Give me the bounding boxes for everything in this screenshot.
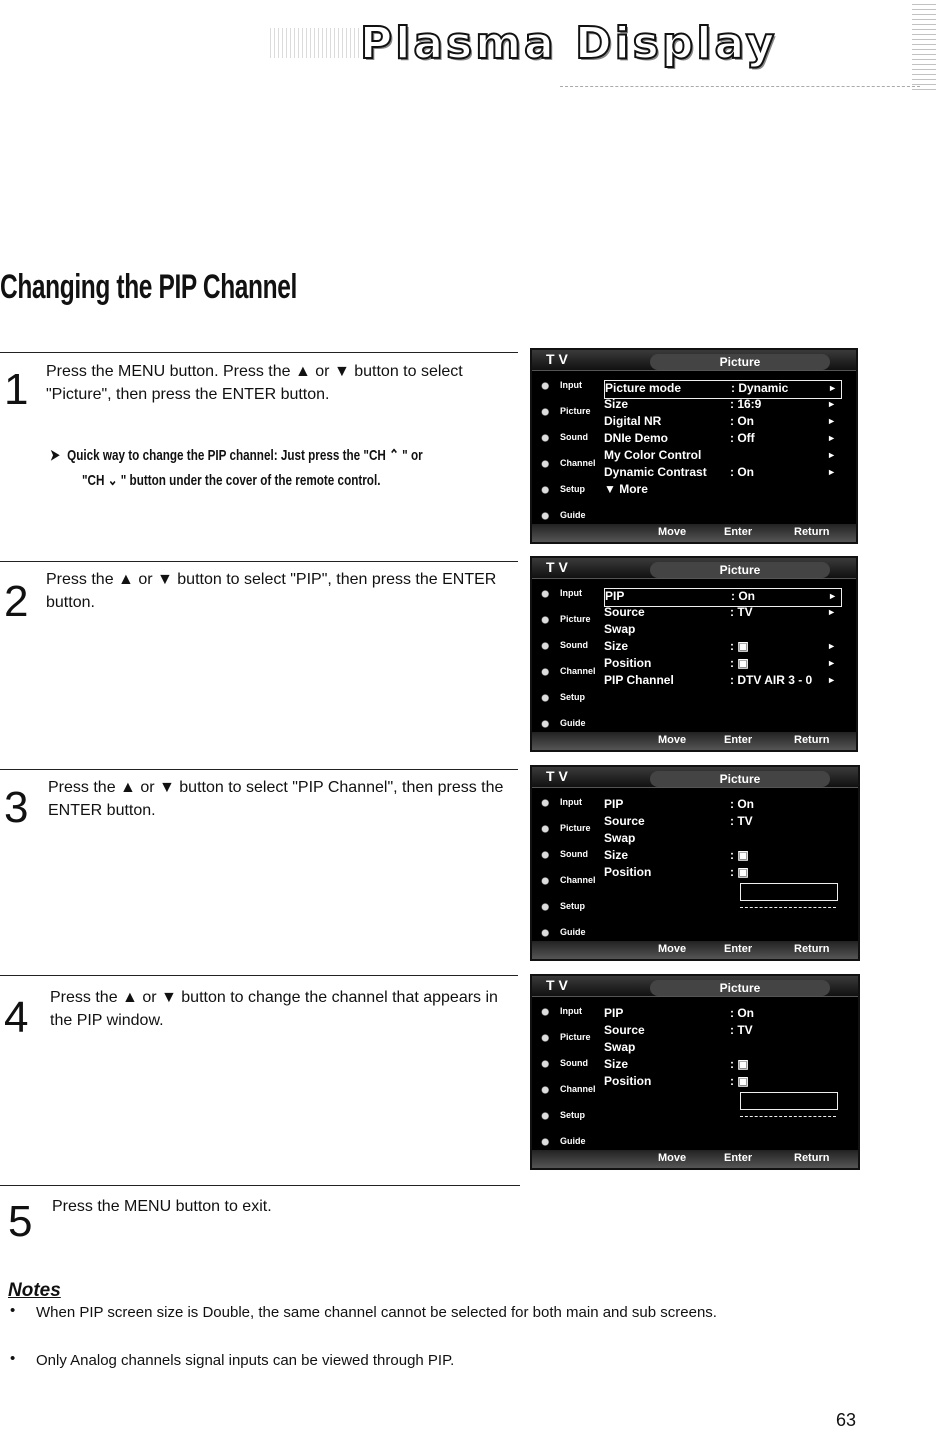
tv-menu-screen-pip-channel: [530, 765, 860, 961]
osd-row-arrow-icon: ►: [828, 383, 837, 393]
menu-category-icon: [538, 510, 556, 522]
osd-row-label: Size: [604, 1057, 629, 1071]
osd-sidebar: [532, 789, 600, 945]
osd-row-label: Size: [604, 639, 629, 653]
osd-sidebar-item: [532, 684, 600, 710]
osd-sidebar-item: [532, 1024, 600, 1050]
osd-sidebar-item: [532, 424, 600, 450]
menu-category-icon: [538, 614, 556, 626]
osd-sidebar-label: Channel: [560, 875, 596, 885]
osd-sidebar-label: Picture: [560, 1032, 591, 1042]
osd-row-value: : On: [730, 1006, 754, 1020]
step-text: Press the ▲ or ▼ button to select "PIP Channel", then press the ENTER button.: [48, 779, 504, 819]
step-text: Press the ▲ or ▼ button to select "PIP", then press the ENTER button.: [46, 571, 497, 611]
osd-row-arrow-icon: ►: [827, 658, 836, 668]
step-text: Press the MENU button. Press the ▲ or ▼ button to select "Picture", then press the ENTER button.: [46, 363, 463, 403]
osd-sidebar-label: Guide: [560, 510, 586, 520]
menu-category-icon: [538, 1058, 556, 1070]
osd-row-label: Dynamic Contrast: [604, 465, 707, 479]
osd-row-label: Swap: [604, 622, 636, 636]
osd-sidebar-label: Input: [560, 797, 582, 807]
menu-category-icon: [538, 875, 556, 887]
step-divider: [0, 561, 518, 562]
note-item: Only Analog channels signal inputs can be viewed through PIP.: [36, 1352, 455, 1369]
channel-scroll-indicator: [740, 901, 836, 908]
menu-category-icon: [538, 1006, 556, 1018]
osd-row-value: : On: [731, 589, 755, 603]
osd-sidebar-label: Input: [560, 1006, 582, 1016]
osd-row-label: Position: [604, 656, 652, 670]
osd-sidebar-label: Setup: [560, 1110, 586, 1120]
menu-category-icon: [538, 458, 556, 470]
osd-row-label: PIP Channel: [604, 673, 674, 687]
osd-sidebar-item: [532, 398, 600, 424]
menu-category-icon: [538, 692, 556, 704]
osd-row-arrow-icon: ►: [827, 675, 836, 685]
osd-sidebar-label: Channel: [560, 1084, 596, 1094]
osd-menu-row: [604, 1023, 840, 1040]
return-hint: Return: [794, 734, 830, 746]
menu-category-icon: [538, 666, 556, 678]
osd-row-label: Position: [604, 865, 652, 879]
osd-menu-row: [604, 831, 840, 848]
osd-footer: [532, 941, 858, 959]
osd-row-arrow-icon: ►: [828, 591, 837, 601]
osd-title-bar: [532, 767, 858, 788]
osd-title-bar: [532, 976, 858, 997]
osd-menu-row: [604, 865, 840, 882]
arrow-right-icon: ➤: [50, 447, 60, 464]
osd-menu-row: [604, 431, 840, 448]
osd-row-label: DNIe Demo: [604, 431, 669, 445]
osd-row-label: Source: [604, 605, 645, 619]
osd-menu-row: [604, 482, 840, 499]
osd-menu-row: [604, 1074, 840, 1091]
osd-row-label: Picture mode: [605, 381, 682, 395]
osd-sidebar-label: Input: [560, 380, 582, 390]
header-divider: [560, 86, 920, 88]
osd-tab-picture: Picture: [650, 354, 830, 370]
enter-hint: Enter: [724, 943, 753, 955]
osd-menu-row: [604, 414, 840, 431]
step-number: 1: [4, 365, 29, 414]
osd-sidebar-label: Setup: [560, 901, 586, 911]
enter-hint: Enter: [724, 1152, 753, 1164]
menu-category-icon: [538, 849, 556, 861]
header-decoration: [270, 28, 360, 58]
menu-category-icon: [538, 718, 556, 730]
menu-category-icon: [538, 823, 556, 835]
osd-menu-row: [604, 656, 840, 673]
note-item: When PIP screen size is Double, the same channel cannot be selected for both main and sub screens.: [36, 1304, 717, 1321]
osd-tv-label: T V: [546, 768, 568, 784]
osd-menu-row: [604, 848, 840, 865]
osd-sidebar-label: Guide: [560, 1136, 586, 1146]
osd-sidebar-item: [532, 1050, 600, 1076]
return-hint: Return: [794, 526, 830, 538]
osd-sidebar-item: [532, 450, 600, 476]
osd-row-arrow-icon: ►: [827, 433, 836, 443]
osd-sidebar: [532, 998, 600, 1154]
osd-row-value: : On: [730, 465, 754, 479]
osd-row-arrow-icon: ►: [827, 399, 836, 409]
osd-sidebar-item: [532, 893, 600, 919]
osd-row-value: : Dynamic: [731, 381, 789, 395]
osd-sidebar-label: Sound: [560, 1058, 588, 1068]
osd-menu-row: [604, 673, 840, 690]
osd-menu-row: [604, 1006, 840, 1023]
osd-sidebar-item: [532, 867, 600, 893]
osd-menu-row: [604, 448, 840, 465]
menu-category-icon: [538, 1110, 556, 1122]
osd-row-arrow-icon: ►: [827, 450, 836, 460]
osd-menu-row: [604, 397, 840, 414]
tv-menu-screen-picture: [530, 348, 858, 544]
osd-row-value: : ▣: [730, 1057, 749, 1071]
osd-row-label: Size: [604, 397, 629, 411]
menu-category-icon: [538, 588, 556, 600]
osd-row-label: Digital NR: [604, 414, 662, 428]
osd-footer: [532, 1150, 858, 1168]
move-hint: Move: [658, 1152, 687, 1164]
section-title: Changing the PIP Channel: [0, 268, 297, 306]
osd-row-label: Source: [604, 814, 645, 828]
channel-selection-box: [740, 883, 838, 901]
step-divider: [0, 975, 518, 976]
osd-row-arrow-icon: ►: [827, 641, 836, 651]
osd-row-value: : TV: [730, 605, 753, 619]
menu-category-icon: [538, 380, 556, 392]
move-hint: Move: [658, 943, 687, 955]
osd-footer: [532, 732, 856, 750]
osd-row-label: Size: [604, 848, 629, 862]
osd-row-label: PIP: [604, 1006, 624, 1020]
osd-menu-row: [604, 622, 840, 639]
osd-sidebar-label: Guide: [560, 927, 586, 937]
osd-sidebar-label: Sound: [560, 640, 588, 650]
osd-sidebar-label: Sound: [560, 849, 588, 859]
osd-row-label: Swap: [604, 831, 636, 845]
menu-category-icon: [538, 1084, 556, 1096]
page-header-title: Plasma Display: [360, 18, 778, 69]
osd-row-value: : Off: [730, 431, 755, 445]
osd-row-label: PIP: [605, 589, 625, 603]
osd-row-label: PIP: [604, 797, 624, 811]
osd-row-value: : TV: [730, 814, 753, 828]
tv-menu-screen-pip-channel-change: [530, 974, 860, 1170]
osd-row-value: : ▣: [730, 1074, 749, 1088]
osd-sidebar-label: Picture: [560, 406, 591, 416]
osd-row-arrow-icon: ►: [827, 416, 836, 426]
osd-sidebar-item: [532, 841, 600, 867]
osd-row-label: Position: [604, 1074, 652, 1088]
osd-row-value: : TV: [730, 1023, 753, 1037]
menu-category-icon: [538, 640, 556, 652]
osd-tab-picture: Picture: [650, 771, 830, 787]
osd-sidebar-item: [532, 372, 600, 398]
menu-category-icon: [538, 901, 556, 913]
menu-category-icon: [538, 406, 556, 418]
osd-menu-row: [604, 1040, 840, 1057]
osd-sidebar-label: Input: [560, 588, 582, 598]
osd-sidebar-item: [532, 789, 600, 815]
menu-category-icon: [538, 1136, 556, 1148]
step-number: 5: [8, 1197, 33, 1246]
step-divider: [0, 352, 518, 353]
menu-category-icon: [538, 797, 556, 809]
osd-footer: [532, 524, 856, 542]
osd-menu-row: [604, 639, 840, 656]
osd-menu-row: [604, 814, 840, 831]
osd-row-label: Swap: [604, 1040, 636, 1054]
move-hint: Move: [658, 526, 687, 538]
osd-sidebar-item: [532, 1102, 600, 1128]
osd-tv-label: T V: [546, 977, 568, 993]
menu-category-icon: [538, 484, 556, 496]
menu-category-icon: [538, 1032, 556, 1044]
step-divider: [0, 769, 518, 770]
page-number: 63: [836, 1410, 857, 1430]
channel-scroll-indicator: [740, 1110, 836, 1117]
osd-row-value: : On: [730, 797, 754, 811]
osd-sidebar-label: Channel: [560, 458, 596, 468]
osd-row-value: : On: [730, 414, 754, 428]
return-hint: Return: [794, 1152, 830, 1164]
osd-row-label: Source: [604, 1023, 645, 1037]
tip-line: [50, 444, 423, 468]
bullet-icon: •: [10, 1350, 16, 1367]
osd-sidebar-label: Picture: [560, 823, 591, 833]
osd-row-label: ▼ More: [604, 482, 648, 496]
osd-menu-row: [604, 605, 840, 622]
menu-category-icon: [538, 432, 556, 444]
osd-tab-picture: Picture: [650, 980, 830, 996]
osd-sidebar-item: [532, 658, 600, 684]
osd-sidebar: [532, 372, 600, 528]
osd-row-label: My Color Control: [604, 448, 702, 462]
osd-sidebar-item: [532, 580, 600, 606]
step-text: Press the ▲ or ▼ button to change the channel that appears in the PIP window.: [50, 989, 498, 1029]
osd-menu-row: [604, 465, 840, 482]
osd-sidebar-item: [532, 1076, 600, 1102]
header-edge-decoration: [912, 0, 936, 90]
menu-category-icon: [538, 927, 556, 939]
osd-sidebar-item: [532, 632, 600, 658]
osd-sidebar-label: Picture: [560, 614, 591, 624]
osd-row-value: : 16:9: [730, 397, 762, 411]
osd-sidebar-item: [532, 815, 600, 841]
osd-row-value: : ▣: [730, 848, 749, 862]
tip-text: Quick way to change the PIP channel: Just press the "CH ⌃ " or: [67, 447, 423, 464]
osd-sidebar-item: [532, 476, 600, 502]
step-number: 4: [4, 993, 29, 1042]
step-divider: [0, 1185, 520, 1186]
osd-sidebar: [532, 580, 600, 736]
osd-row-arrow-icon: ►: [827, 467, 836, 477]
osd-title-bar: [532, 558, 856, 579]
osd-row-arrow-icon: ►: [827, 607, 836, 617]
osd-tv-label: T V: [546, 351, 568, 367]
osd-sidebar-label: Channel: [560, 666, 596, 676]
osd-tab-picture: Picture: [650, 562, 830, 578]
osd-menu-row: [604, 797, 840, 814]
step-text: Press the MENU button to exit.: [52, 1198, 272, 1215]
enter-hint: Enter: [724, 526, 753, 538]
osd-sidebar-item: [532, 998, 600, 1024]
osd-sidebar-label: Sound: [560, 432, 588, 442]
osd-sidebar-label: Guide: [560, 718, 586, 728]
notes-title: Notes: [8, 1280, 61, 1301]
return-hint: Return: [794, 943, 830, 955]
channel-selection-box: [740, 1092, 838, 1110]
osd-title-bar: [532, 350, 856, 371]
osd-row-value: : ▣: [730, 639, 749, 653]
bullet-icon: •: [10, 1302, 16, 1319]
osd-row-value: : DTV AIR 3 - 0: [730, 673, 813, 687]
osd-row-value: : ▣: [730, 656, 749, 670]
osd-tv-label: T V: [546, 559, 568, 575]
step-number: 2: [4, 577, 29, 626]
move-hint: Move: [658, 734, 687, 746]
tv-menu-screen-pip: [530, 556, 858, 752]
osd-sidebar-label: Setup: [560, 484, 586, 494]
osd-menu-row: [604, 1057, 840, 1074]
enter-hint: Enter: [724, 734, 753, 746]
step-number: 3: [4, 783, 29, 832]
osd-row-value: : ▣: [730, 865, 749, 879]
osd-sidebar-label: Setup: [560, 692, 586, 702]
osd-sidebar-item: [532, 606, 600, 632]
tip-text: "CH ⌄ " button under the cover of the remote control.: [82, 472, 381, 489]
